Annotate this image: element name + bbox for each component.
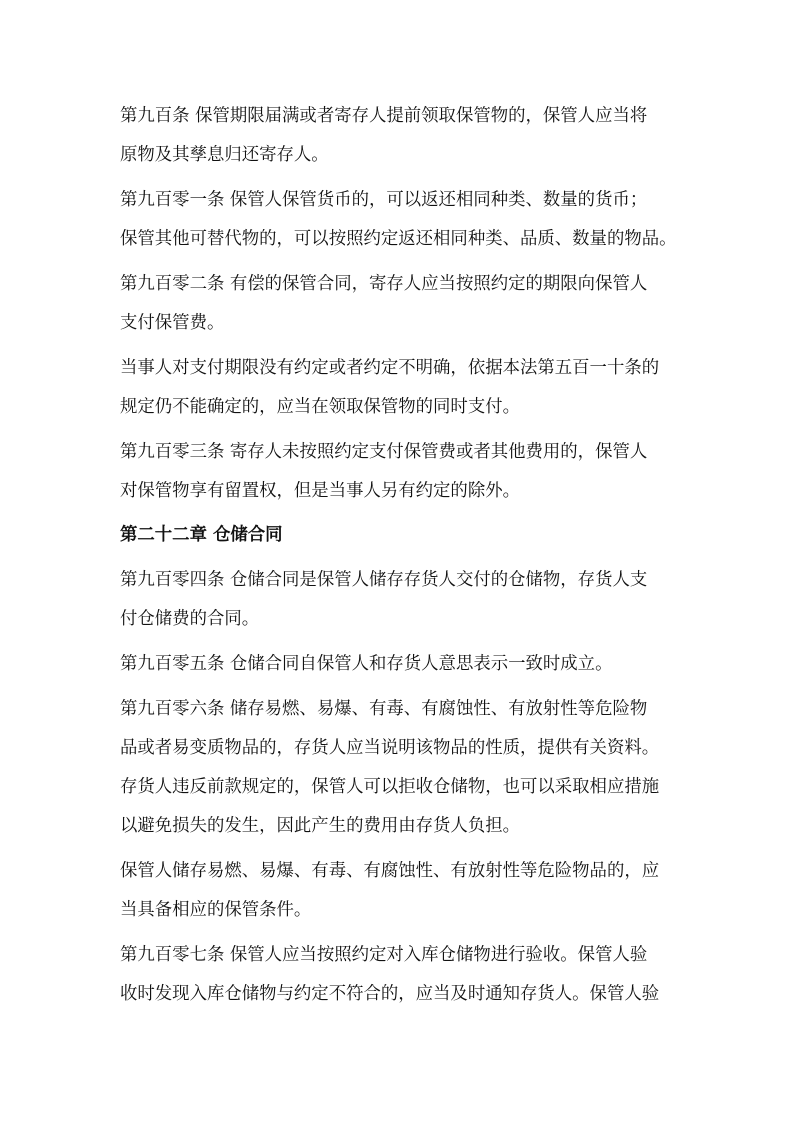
article-902-line-2: 支付保管费。 [120, 313, 225, 333]
article-907-line-2: 收时发现入库仓储物与约定不符合的，应当及时通知存货人。保管人验 [120, 984, 660, 1004]
article-901-line-2: 保管其他可替代物的，可以按照约定返还相同种类、品质、数量的物品。 [120, 229, 677, 249]
chapter-22-heading: 第二十二章 仓储合同 [120, 525, 283, 545]
article-900-line-2: 原物及其孳息归还寄存人。 [120, 145, 329, 165]
article-901-line-1: 第九百零一条 保管人保管货币的，可以返还相同种类、数量的货币； [120, 190, 648, 210]
article-902-line-1: 第九百零二条 有偿的保管合同，寄存人应当按照约定的期限向保管人 [120, 274, 648, 294]
article-907-line-1: 第九百零七条 保管人应当按照约定对入库仓储物进行验收。保管人验 [120, 945, 648, 965]
article-902-para2-line-2: 规定仍不能确定的，应当在领取保管物的同时支付。 [120, 397, 520, 417]
article-900-line-1: 第九百条 保管期限届满或者寄存人提前领取保管物的，保管人应当将 [120, 106, 648, 126]
article-906-line-1: 第九百零六条 储存易燃、易爆、有毒、有腐蚀性、有放射性等危险物 [120, 699, 648, 719]
article-906-para2-line-1: 保管人储存易燃、易爆、有毒、有腐蚀性、有放射性等危险物品的，应 [120, 861, 660, 881]
article-904-line-2: 付仓储费的合同。 [120, 609, 260, 629]
article-906-line-2: 品或者易变质物品的，存货人应当说明该物品的性质，提供有关资料。 [120, 738, 660, 758]
article-905-line-1: 第九百零五条 仓储合同自保管人和存货人意思表示一致时成立。 [120, 654, 613, 674]
article-903-line-1: 第九百零三条 寄存人未按照约定支付保管费或者其他费用的，保管人 [120, 442, 648, 462]
article-903-line-2: 对保管物享有留置权，但是当事人另有约定的除外。 [120, 481, 520, 501]
article-906-line-4: 以避免损失的发生，因此产生的费用由存货人负担。 [120, 816, 520, 836]
article-906-para2-line-2: 当具备相应的保管条件。 [120, 900, 312, 920]
article-902-para2-line-1: 当事人对支付期限没有约定或者约定不明确，依据本法第五百一十条的 [120, 358, 660, 378]
article-906-line-3: 存货人违反前款规定的，保管人可以拒收仓储物，也可以采取相应措施 [120, 777, 660, 797]
article-904-line-1: 第九百零四条 仓储合同是保管人储存存货人交付的仓储物，存货人支 [120, 570, 648, 590]
